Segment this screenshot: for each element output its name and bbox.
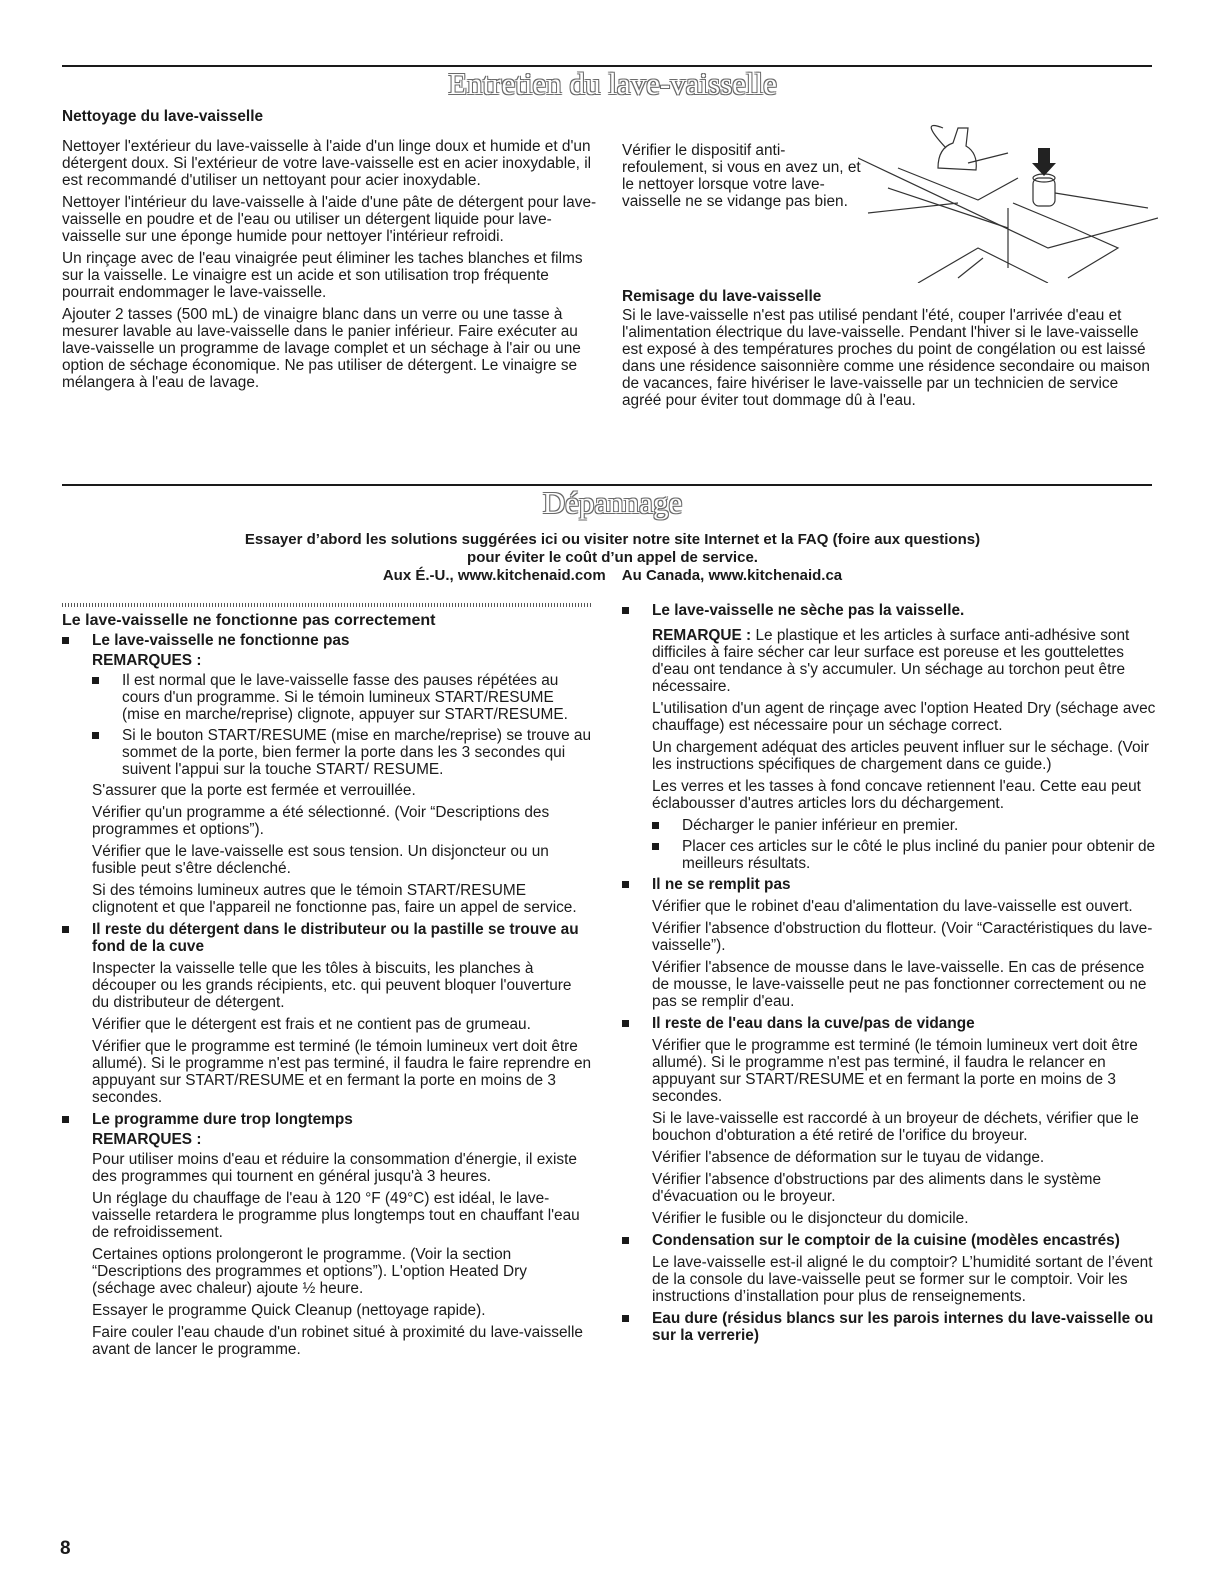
bullet-icon xyxy=(652,843,659,850)
issue-paragraph: Vérifier l'absence d'obstructions par des aliments dans le système d'évacuation ou le broyeur. xyxy=(652,1171,1102,1205)
issue-item xyxy=(62,921,592,1106)
section-divider xyxy=(62,603,592,607)
cleaning-heading: Nettoyage du lave-vaisselle xyxy=(62,108,264,125)
bullet-icon xyxy=(622,881,629,888)
issue-title: Eau dure (résidus blancs sur les parois internes du lave-vaisselle ou sur la verrerie) xyxy=(652,1310,1154,1344)
issue-paragraph: Vérifier que le robinet d'eau d'alimentation du lave-vaisselle est ouvert. xyxy=(652,898,1133,915)
issue-paragraph: Vérifier que le détergent est frais et ne contient pas de grumeau. xyxy=(92,1016,531,1033)
note-label: REMARQUE : xyxy=(652,627,752,644)
issue-paragraph: Vérifier l'absence d'obstruction du flotteur. (Voir “Caractéristiques du lave-vaisselle”). xyxy=(652,920,1153,954)
cleaning-paragraph: Un rinçage avec de l'eau vinaigrée peut éliminer les taches blanches et films sur la vaisselle. Le vinaigre est un acide et son utilisation trop fréquente pourrait endommager le lave-vaisselle. xyxy=(62,250,583,301)
bullet-icon xyxy=(92,677,99,684)
issue-title: Il reste du détergent dans le distributeur ou la pastille se trouve au fond de la cuve xyxy=(92,921,579,955)
issue-title: Le lave-vaisselle ne sèche pas la vaisselle. xyxy=(652,602,965,619)
issue-paragraph: Essayer le programme Quick Cleanup (nettoyage rapide). xyxy=(92,1302,486,1319)
issue-title: Il reste de l'eau dans la cuve/pas de vidange xyxy=(652,1015,975,1032)
bullet-icon xyxy=(622,1237,629,1244)
sub-bullet xyxy=(92,672,592,723)
issue-title: Condensation sur le comptoir de la cuisine (modèles encastrés) xyxy=(652,1232,1120,1249)
note-text: Le plastique et les articles à surface anti-adhésive sont difficiles à faire sécher car leur surface est poreuse et les gouttelettes d'eau ont tendance à s'y accumuler. Un séchage au torchon peut être nécessaire. xyxy=(652,627,1130,695)
bullet-icon xyxy=(62,637,69,644)
note-paragraph xyxy=(652,627,1157,695)
canada-website-link[interactable]: Au Canada, www.kitchenaid.ca xyxy=(621,567,843,584)
issue-paragraph: L'utilisation d'un agent de rinçage avec l'option Heated Dry (séchage avec chauffage) est nécessaire pour un séchage correct. xyxy=(652,700,1156,734)
issue-paragraph: Vérifier que le programme est terminé (le témoin lumineux vert doit être allumé). Si le programme n'est pas terminé, il faudra le faire reprendre en appuyant sur START/RESUME et en fermant la porte en moins de 3 secondes. xyxy=(92,1038,592,1106)
issue-paragraph: Vérifier le fusible ou le disjoncteur du domicile. xyxy=(652,1210,969,1227)
sub-bullet-text: Placer ces articles sur le côté le plus incliné du panier pour obtenir de meilleurs résultats. xyxy=(682,838,1156,872)
troubleshooting-right-column xyxy=(622,602,1157,1347)
issue-paragraph: S'assurer que la porte est fermée et verrouillée. xyxy=(92,782,416,799)
cleaning-paragraph: Ajouter 2 tasses (500 mL) de vinaigre blanc dans un verre ou une tasse à mesurer lavable au lave-vaisselle dans le panier inférieur. Faire exécuter au lave-vaisselle un programme de lavage complet et un séchage à l'air ou une option de séchage économique. Ne pas utiliser de détergent. Le vinaigre se mélangera à l'eau de lavage. xyxy=(62,306,581,391)
issue-paragraph: Certaines options prolongeront le programme. (Voir la section “Descriptions des programmes et options”). L'option Heated Dry (séchage avec chaleur) ajoute ½ heure. xyxy=(92,1246,527,1297)
issue-paragraph: Inspecter la vaisselle telle que les tôles à biscuits, les planches à découper ou les grands récipients, etc. qui peuvent bloquer l'ouverture du distributeur de détergent. xyxy=(92,960,572,1011)
bullet-icon xyxy=(62,1116,69,1123)
issue-item xyxy=(622,1232,1157,1305)
issue-paragraph: Un chargement adéquat des articles peuvent influer sur le séchage. (Voir les instructions spécifiques de chargement dans ce guide.) xyxy=(652,739,1150,773)
issue-paragraph: Vérifier qu'un programme a été sélectionné. (Voir “Descriptions des programmes et options”). xyxy=(92,804,550,838)
cleaning-paragraph: Nettoyer l'extérieur du lave-vaisselle à l'aide d'un linge doux et humide et d'un détergent doux. Si l'extérieur de votre lave-vaisselle est en acier inoxydable, il est recommandé d'utiliser un nettoyant pour acier inoxydable. xyxy=(62,138,592,189)
bullet-icon xyxy=(622,1315,629,1322)
issue-paragraph: Si des témoins lumineux autres que le témoin START/RESUME clignotent et que l'appareil ne fonctionne pas, faire un appel de service. xyxy=(92,882,577,916)
issue-paragraph: Vérifier l'absence de mousse dans le lave-vaisselle. En cas de présence de mousse, le lave-vaisselle peut ne pas fonctionner correctement ou ne pas se remplir d'eau. xyxy=(652,959,1147,1010)
issue-item xyxy=(622,876,1157,1010)
sub-bullet xyxy=(92,727,592,778)
issue-title: Le lave-vaisselle ne fonctionne pas xyxy=(92,632,350,649)
issue-item xyxy=(622,1015,1157,1227)
sub-bullet-text: Il est normal que le lave-vaisselle fasse des pauses répétées au cours d'un programme. Si le témoin lumineux START/RESUME (mise en marche/reprise) clignote, appuyer sur START/RESUME. xyxy=(122,672,568,723)
issue-paragraph: Faire couler l'eau chaude d'un robinet situé à proximité du lave-vaisselle avant de lancer le programme. xyxy=(92,1324,583,1358)
issue-item xyxy=(622,602,1157,872)
sub-bullet-text: Si le bouton START/RESUME (mise en marche/reprise) se trouve au sommet de la porte, bien fermer la porte dans les 3 secondes qui suivent l'appui sur la touche START/ RESUME. xyxy=(122,727,592,778)
sub-bullet xyxy=(652,838,1157,872)
maintenance-title: Entretien du lave-vaisselle xyxy=(0,67,1225,101)
cleaning-paragraph: Nettoyer l'intérieur du lave-vaisselle à l'aide d'une pâte de détergent pour lave-vaisselle en poudre et de l'eau ou utiliser un détergent liquide pour lave-vaisselle sur une éponge humide pour nettoyer l'intérieur refroidi. xyxy=(62,194,597,245)
issue-paragraph: Si le lave-vaisselle est raccordé à un broyeur de déchets, vérifier que le bouchon d'obturation a été retiré de l'orifice du broyeur. xyxy=(652,1110,1139,1144)
storage-text: Si le lave-vaisselle n'est pas utilisé pendant l'été, couper l'arrivée d'eau et l'alimentation électrique du lave-vaisselle. Pendant l'hiver si le lave-vaisselle est exposé à des températures proches du point de congélation ou est laissé dans une résidence saisonnière comme une résidence secondaire ou maison de vacances, faire hivériser le lave-vaisselle par un technicien de service agréé pour éviter tout dommage dû à l'eau. xyxy=(622,307,1150,409)
issue-item xyxy=(622,1310,1157,1344)
bullet-icon xyxy=(92,732,99,739)
bullet-icon xyxy=(62,926,69,933)
issue-paragraph: Les verres et les tasses à fond concave retiennent l'eau. Cette eau peut éclabousser d'autres articles lors du déchargement. xyxy=(652,778,1141,812)
sub-bullet-text: Décharger le panier inférieur en premier. xyxy=(682,817,959,834)
bullet-icon xyxy=(622,607,629,614)
maintenance-right-column xyxy=(622,288,1157,414)
storage-heading: Remisage du lave-vaisselle xyxy=(622,288,822,305)
remarks-label: REMARQUES : xyxy=(92,652,202,669)
intro-links xyxy=(0,567,1225,584)
issue-paragraph: Un réglage du chauffage de l'eau à 120 °F (49°C) est idéal, le lave-vaisselle retardera le programme plus longtemps tout en chauffant l'eau de refroidissement. xyxy=(92,1190,580,1241)
airgap-text: Vérifier le dispositif anti-refoulement, si vous en avez un, et le nettoyer lorsque votre lave-vaisselle ne se vidange pas bien. xyxy=(622,142,861,210)
sub-bullet xyxy=(652,817,1157,834)
issue-title: Le programme dure trop longtemps xyxy=(92,1111,353,1128)
issue-paragraph: Vérifier que le lave-vaisselle est sous tension. Un disjoncteur ou un fusible peut s'être déclenché. xyxy=(92,843,549,877)
faucet-airgap-illustration xyxy=(858,108,1158,283)
down-arrow-icon xyxy=(1032,148,1056,176)
section-heading: Le lave-vaisselle ne fonctionne pas correctement xyxy=(62,612,436,629)
intro-line-1: Essayer d’abord les solutions suggérées ici ou visiter notre site Internet et la FAQ (foire aux questions) xyxy=(244,531,981,548)
issue-paragraph: Pour utiliser moins d'eau et réduire la consommation d'énergie, il existe des programmes qui tournent en général jusqu'à 3 heures. xyxy=(92,1151,577,1185)
issue-title: Il ne se remplit pas xyxy=(652,876,791,893)
troubleshooting-left-column xyxy=(62,612,592,1363)
bullet-icon xyxy=(622,1020,629,1027)
issue-item xyxy=(62,1111,592,1358)
issue-item xyxy=(62,632,592,916)
page-number: 8 xyxy=(60,1538,71,1559)
intro-line-2: pour éviter le coût d’un appel de service. xyxy=(467,549,758,566)
issue-paragraph: Vérifier que le programme est terminé (le témoin lumineux vert doit être allumé). Si le programme n'est pas terminé, il faudra le relancer en appuyant sur START/RESUME et en fermant la porte en moins de 3 secondes. xyxy=(652,1037,1138,1105)
maintenance-left-column xyxy=(62,108,602,396)
issue-paragraph: Le lave-vaisselle est-il aligné le du comptoir? L’humidité sortant de l’évent de la console du lave-vaisselle peut se former sur le comptoir. Voir les instructions d’installation pour plus de renseignements. xyxy=(652,1254,1153,1305)
remarks-label: REMARQUES : xyxy=(92,1131,202,1148)
troubleshooting-title: Dépannage xyxy=(0,486,1225,520)
us-website-link[interactable]: Aux É.-U., www.kitchenaid.com xyxy=(382,567,606,584)
issue-paragraph: Vérifier l'absence de déformation sur le tuyau de vidange. xyxy=(652,1149,1045,1166)
bullet-icon xyxy=(652,822,659,829)
